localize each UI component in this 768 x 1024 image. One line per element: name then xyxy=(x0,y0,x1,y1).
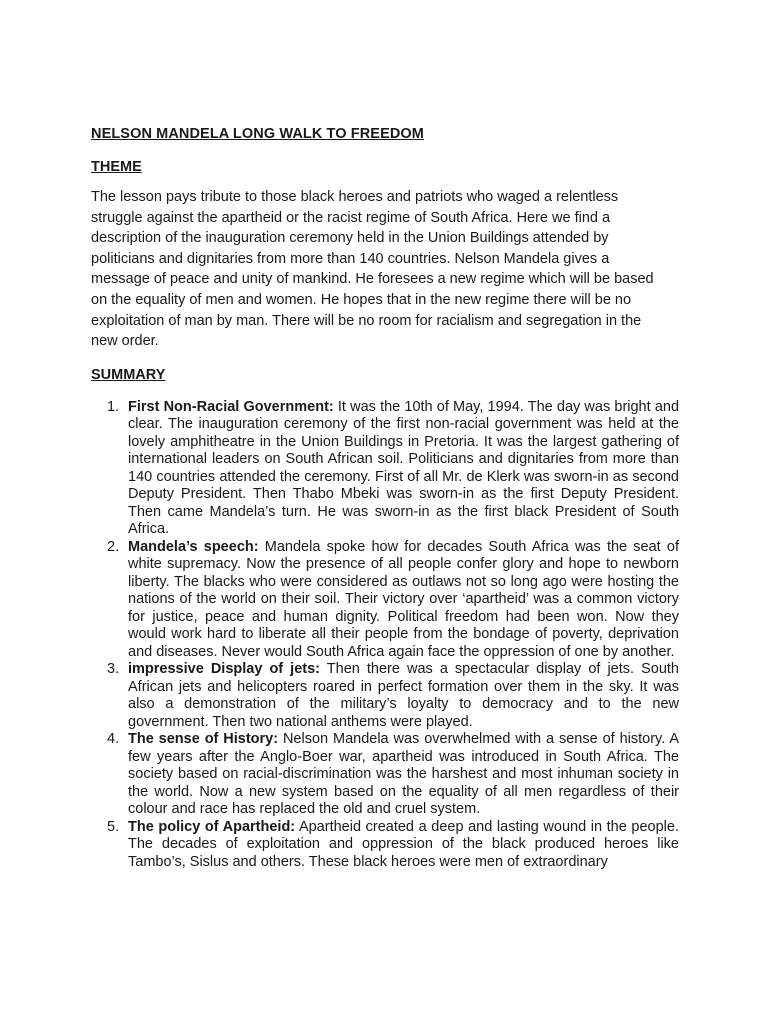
list-item-body xyxy=(128,731,679,819)
list-item xyxy=(91,661,679,731)
list-item-lead: The sense of History: xyxy=(128,731,279,748)
list-item-number: 2. xyxy=(107,538,120,555)
list-item-lead: The policy of Apartheid: xyxy=(128,818,296,835)
list-item-lead: First Non-Racial Government: xyxy=(128,398,334,415)
summary-list xyxy=(91,399,679,872)
list-item-text: Then there was a spectacular display of jets. South African jets and helicopters roared in perfect formation over them in the sky. It was also a demonstration of the military’s loyalty to democracy and to the new government. Then two national anthems were played. xyxy=(128,661,679,730)
document-title: NELSON MANDELA LONG WALK TO FREEDOM xyxy=(91,126,424,142)
list-item-number: 1. xyxy=(107,398,120,415)
list-item-text: It was the 10th of May, 1994. The day was bright and clear. The inauguration ceremony of the first non-racial government was held at the lovely amphitheatre in the Union Buildings in Pretoria. It was the largest gathering of international leaders on South African soil. Politicians and dignitaries from more than 140 countries attended the ceremony. First of all Mr. de Klerk was sworn-in as second Deputy President. Then Thabo Mbeki was sworn-in as the first Deputy President. Then came Mandela’s turn. He was sworn-in as the first black President of South Africa. xyxy=(128,398,680,538)
list-item-text: Apartheid created a deep and lasting wound in the people. The decades of exploitation and oppression of the black produced heroes like Tambo’s, Sislus and others. These black heroes were men of extraordinary xyxy=(128,818,679,870)
list-item-body xyxy=(128,661,679,731)
list-item-body xyxy=(128,819,679,872)
list-item-number: 5. xyxy=(107,818,120,835)
list-item xyxy=(91,539,679,662)
list-item-text: Mandela spoke how for decades South Africa was the seat of white supremacy. Now the presence of all people confer glory and hope to newborn liberty. The blacks who were considered as outlaws not so long ago were hosting the nations of the world on their soil. Their victory over ‘apartheid’ was a common victory for justice, peace and human dignity. Political freedom had been won. Now they would work hard to liberate all their people from the bondage of poverty, deprivation and diseases. Never would South Africa again face the oppression of one by another. xyxy=(128,538,679,660)
list-item-number: 3. xyxy=(107,661,120,678)
theme-heading: THEME xyxy=(91,159,142,175)
list-item-lead: Mandela’s speech: xyxy=(128,538,259,555)
list-item-body xyxy=(128,539,679,662)
list-item xyxy=(91,399,679,539)
theme-paragraph: The lesson pays tribute to those black heroes and patriots who waged a relentless struggle against the apartheid or the racist regime of South Africa. Here we find a description of the inauguration ceremony held in the Union Buildings attended by politicians and dignitaries from more than 140 countries. Nelson Mandela gives a message of peace and unity of mankind. He foresees a new regime which will be based on the equality of men and women. He hopes that in the new regime there will be no exploitation of man by man. There will be no room for racialism and segregation in the new order. xyxy=(91,189,654,350)
list-item-lead: impressive Display of jets: xyxy=(128,661,320,678)
list-item xyxy=(91,819,679,872)
list-item-body xyxy=(128,399,679,539)
list-item xyxy=(91,731,679,819)
list-item-number: 4. xyxy=(107,731,120,748)
list-item-text: Nelson Mandela was overwhelmed with a sense of history. A few years after the Anglo-Boer war, apartheid was introduced in South Africa. The society based on racial-discrimination was the harshest and most inhuman society in the world. Now a new system based on the equality of all men regardless of their colour and race has replaced the old and cruel system. xyxy=(128,731,679,818)
summary-heading: SUMMARY xyxy=(91,366,166,383)
